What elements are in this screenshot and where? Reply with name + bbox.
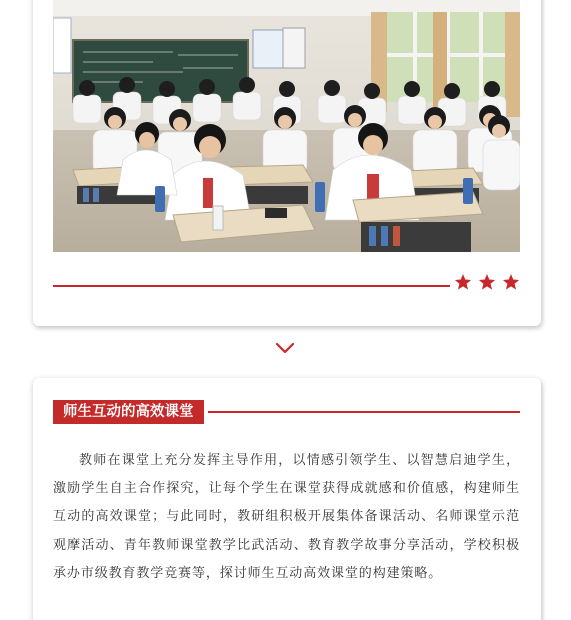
star-icon <box>454 273 472 291</box>
section-paragraph: 教师在课堂上充分发挥主导作用，以情感引领学生、以智慧启迪学生，激励学生自主合作探究，让每个学生在课堂获得成就感和价值感，构建师生互动的高效课堂；与此同时，教研组积极开展集体备课活动、名师课堂示范观摩活动、青年教师课堂教学比武活动、教育教学故事分享活动，学校积极承办市级教育教学竞赛等，探讨师生互动高效课堂的构建策略。 <box>53 453 520 581</box>
classroom-illustration <box>53 0 520 252</box>
divider-line <box>53 285 450 287</box>
section-header <box>53 400 520 424</box>
section-title-line <box>208 411 520 413</box>
star-icon <box>502 273 520 291</box>
classroom-photo <box>53 0 520 252</box>
text-card <box>33 378 541 620</box>
star-group <box>454 273 520 291</box>
star-icon <box>478 273 496 291</box>
photo-card <box>33 0 541 326</box>
section-title: 师生互动的高效课堂 <box>53 400 204 424</box>
divider-with-stars <box>53 273 520 299</box>
chevron-down-icon[interactable] <box>275 342 295 354</box>
